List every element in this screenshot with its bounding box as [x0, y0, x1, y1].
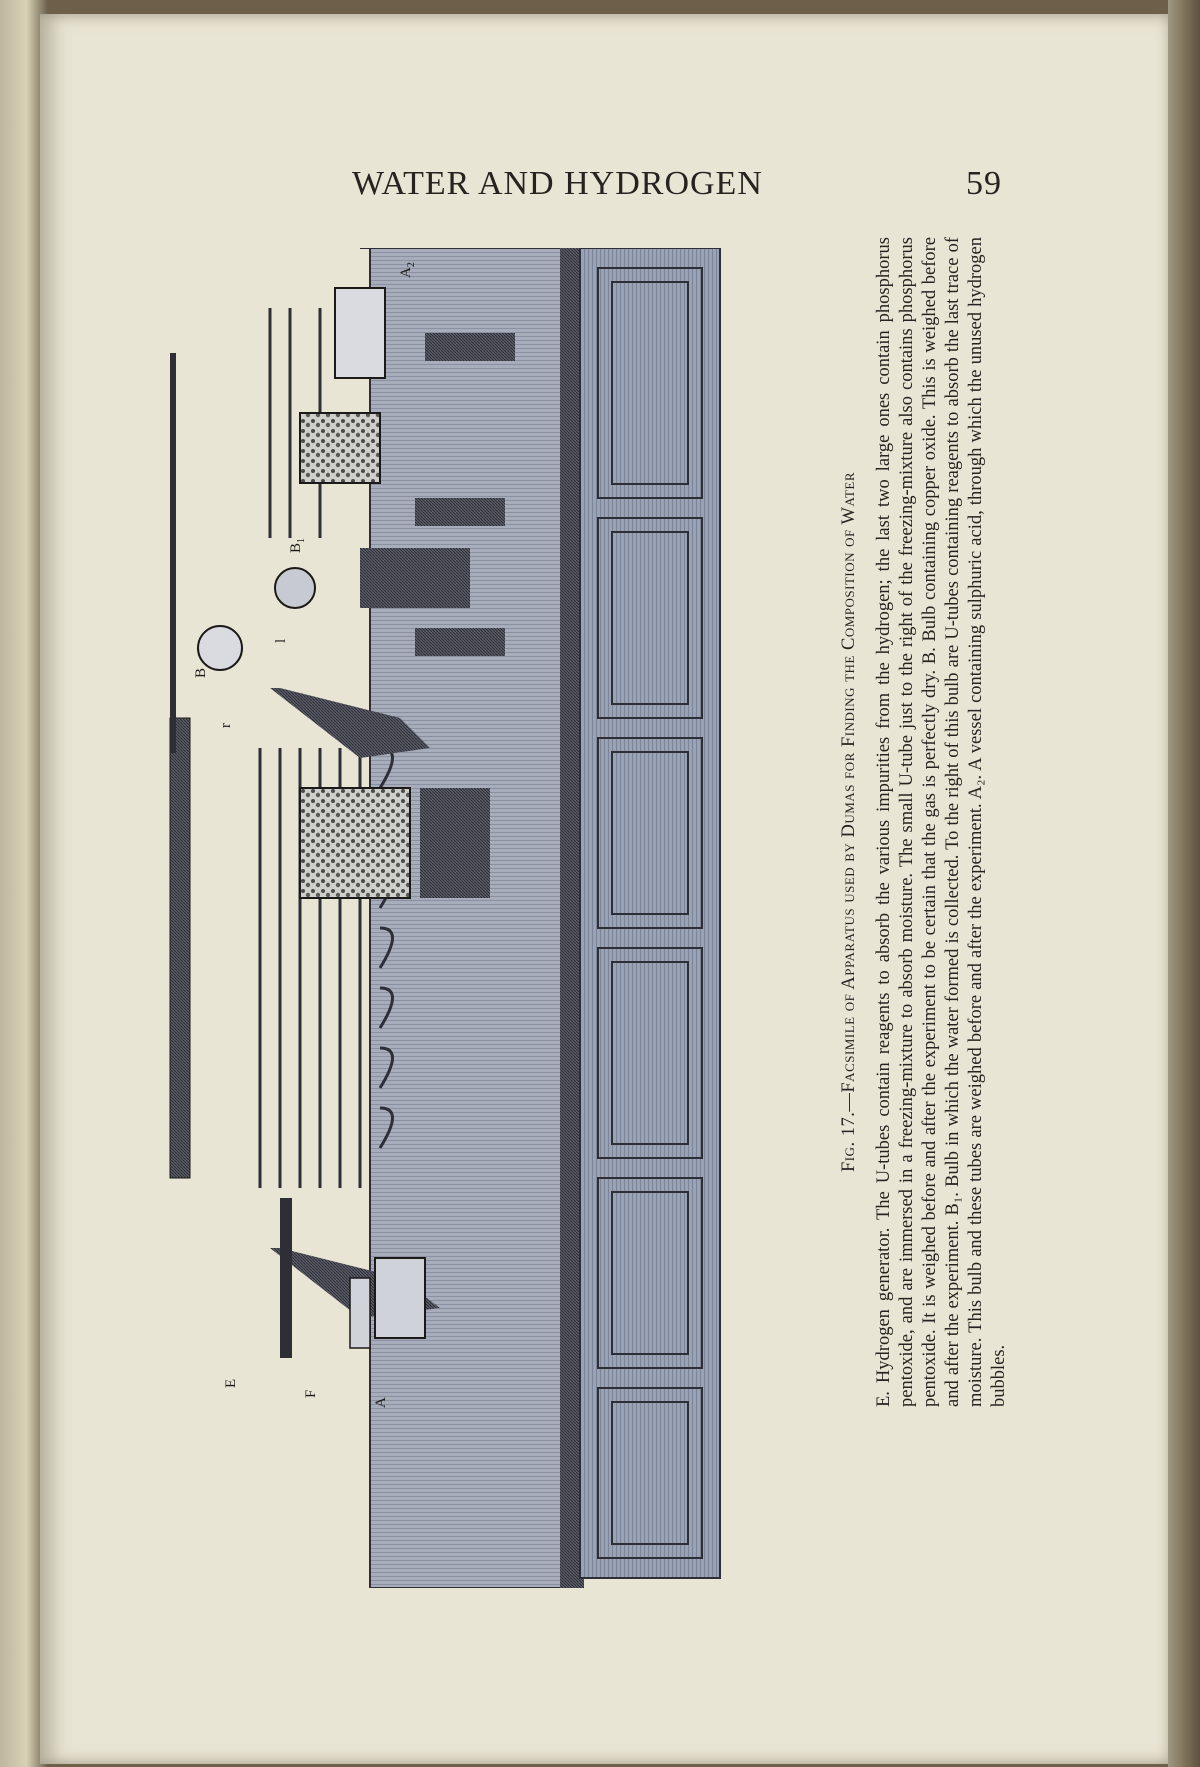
support-rod: [170, 718, 190, 1178]
label-a2-sub: 2: [406, 262, 417, 268]
label-b1-sub: 1: [296, 537, 307, 543]
caption-body: E. Hydrogen generator. The U-tubes contain reagents to absorb the various impurities from the hydrogen; the last two large ones contain phosphorus pentoxide, and are immersed in a freezing-mixture to absorb moisture. The small U-tube just to the right of the freezing-mixture also contains phosphorus pentoxide. It is weighed before and after the experiment to be certain that the gas is perfectly dry. B. Bulb containing copper oxide. This is weighed before and after the experiment. B₁. Bulb in which the water formed is collected. To the right of this bulb are U-tubes containing reagents to absorb the last trace of moisture. This bulb and these tubes are weighed before and after the experiment. A₂. A vessel containing sulphuric acid, through which the unused hydrogen bubbles.: [874, 237, 1009, 1407]
right-freezing-jar: [300, 413, 380, 483]
book-cover-edge: [1168, 0, 1200, 1767]
label-b1: [288, 538, 307, 553]
bulb-b: [198, 626, 242, 670]
table-top: [360, 248, 578, 1588]
freezing-mixture-jar: [300, 788, 410, 898]
label-b: B: [193, 667, 209, 678]
tray-3: [425, 333, 515, 361]
figure-caption: [838, 237, 1011, 1407]
generator-jar: [375, 1258, 425, 1338]
vessel-a: [350, 1278, 370, 1348]
generator-funnel-rod: [280, 1198, 292, 1358]
caption-title: Fig. 17.—Facsimile of Apparatus used by Dumas for Finding the Composition of Water: [839, 472, 859, 1172]
vessel-a2: [335, 288, 385, 378]
label-a2-letter: A: [398, 267, 414, 278]
stand-rod-1: [170, 353, 176, 753]
label-l: l: [273, 638, 289, 643]
label-r: r: [218, 723, 234, 728]
jar-base-block: [420, 788, 490, 898]
tray-2: [415, 498, 505, 526]
apparatus-illustration: [120, 248, 840, 1588]
label-a: A: [373, 1397, 389, 1408]
page-header: [0, 165, 1200, 205]
label-f: F: [303, 1389, 319, 1398]
bulb-stand-block: [360, 548, 470, 608]
tray: [415, 628, 505, 656]
label-e: E: [223, 1378, 239, 1388]
apparatus-engraving: [120, 248, 840, 1588]
page-number: 59: [966, 165, 1002, 202]
bulb-b1: [275, 568, 315, 608]
label-b1-letter: B: [288, 542, 304, 553]
running-head: WATER AND HYDROGEN: [352, 165, 763, 202]
